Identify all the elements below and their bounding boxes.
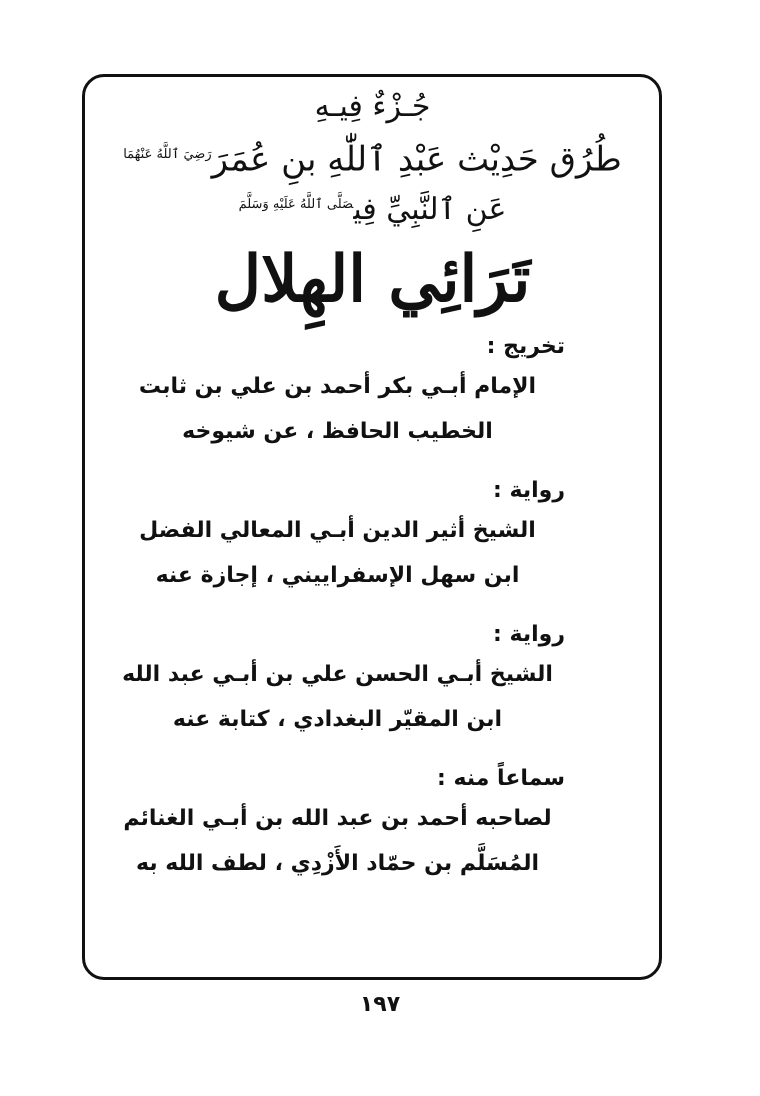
section-line: المُسَلَّم بن حمّاد الأَزْدِي ، لطف الله به — [135, 851, 539, 876]
title-line-hadith-text: طُرُق حَدِيْث عَبْدِ ٱللّٰهِ بنِ عُمَرَ — [211, 139, 622, 180]
section-label: تخريج : — [486, 334, 565, 359]
section-line: الشيخ أثير الدين أبـي المعالي الفضل — [139, 518, 536, 543]
title-line-hadith — [100, 130, 645, 180]
section-line: لصاحبه أحمد بن عبد الله بن أبـي الغنائم — [123, 806, 552, 831]
section-takhrij — [100, 330, 645, 454]
section-line: ابن المقيّر البغدادي ، كتابة عنه — [172, 707, 503, 732]
radiyallahu-honorific: رَضِيَ ٱللَّهُ عَنْهُمَا — [123, 147, 212, 162]
title-main-calligraphy: تَرَائِي الهِلال — [214, 242, 531, 317]
section-label: سماعاً منه : — [437, 766, 565, 791]
book-title-block — [100, 84, 645, 330]
title-page-content — [100, 84, 645, 886]
section-riwaya-2 — [100, 618, 645, 742]
section-label: رواية : — [493, 622, 565, 647]
section-line: الشيخ أبـي الحسن علي بن أبـي عبد الله — [122, 662, 553, 687]
title-line-juz: جُـزْءٌ فِيـهِ — [314, 89, 431, 124]
title-line-prophet — [100, 180, 645, 230]
section-line: الخطيب الحافظ ، عن شيوخه — [182, 419, 493, 444]
section-line: ابن سهل الإسفراييني ، إجازة عنه — [155, 563, 520, 588]
salla-allah-honorific: صَلَّى ٱللَّهُ عَلَيْهِ وَسَلَّمَ — [238, 197, 354, 212]
section-label: رواية : — [493, 478, 565, 503]
section-riwaya-1 — [100, 474, 645, 598]
section-line: الإمام أبـي بكر أحمد بن علي بن ثابت — [138, 374, 537, 399]
section-samaan — [100, 762, 645, 886]
title-line-prophet-a: عَنِ ٱلنَّبِيِّ فِي — [353, 192, 507, 227]
page-number: ١٩٧ — [359, 992, 401, 1017]
